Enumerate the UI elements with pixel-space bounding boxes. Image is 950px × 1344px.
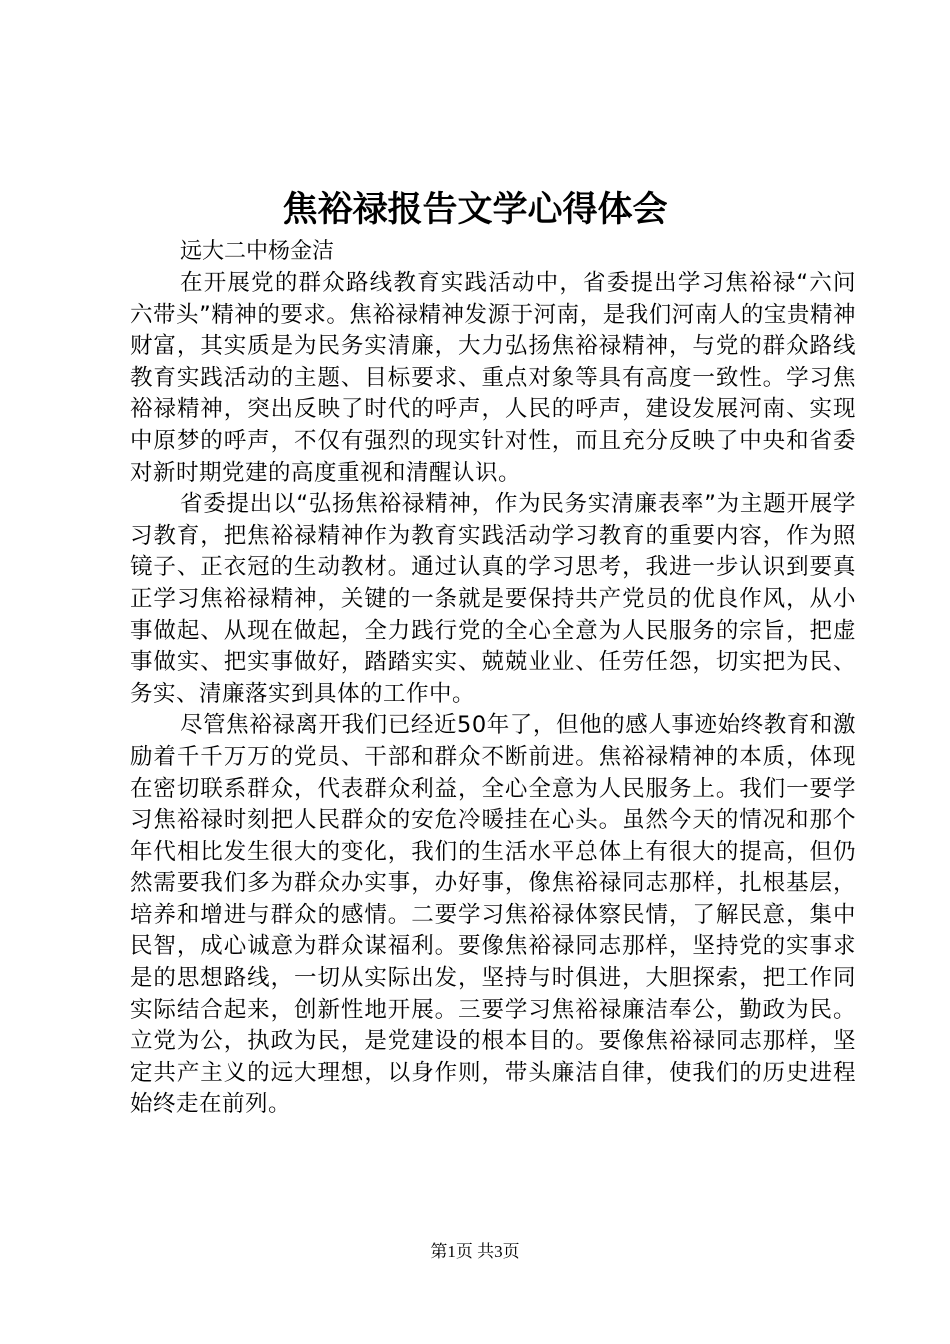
- page-number-footer: 第1页 共3页: [430, 1242, 520, 1261]
- author-line: 远大二中杨金洁: [180, 239, 335, 264]
- paragraph: 省委提出以“弘扬焦裕禄精神，作为民务实清廉表率”为主题开展学习教育，把焦裕禄精神作为教育实践活动学习教育的重要内容，作为照镜子、正衣冠的生动教材。通过认真的学习思考，我进一步认识到要真正学习焦裕禄精神，关键的一条就是要保持共产党员的优良作风，从小事做起、从现在做起，全力践行党的全心全意为人民服务的宗旨，把虚事做实、把实事做好，踏踏实实、兢兢业业、任劳任怨，切实把为民、务实、清廉落实到具体的工作中。: [130, 491, 856, 707]
- paragraph: 在开展党的群众路线教育实践活动中，省委提出学习焦裕禄“六问六带头”精神的要求。焦裕禄精神发源于河南，是我们河南人的宝贵精神财富，其实质是为民务实清廉，大力弘扬焦裕禄精神，与党的群众路线教育实践活动的主题、目标要求、重点对象等具有高度一致性。学习焦裕禄精神，突出反映了时代的呼声，人民的呼声，建设发展河南、实现中原梦的呼声，不仅有强烈的现实针对性，而且充分反映了中央和省委对新时期党建的高度重视和清醒认识。: [130, 270, 856, 486]
- document-body: [130, 268, 856, 1121]
- paragraph: 尽管焦裕禄离开我们已经近50年了，但他的感人事迹始终教育和激励着千千万万的党员、干部和群众不断前进。焦裕禄精神的本质，体现在密切联系群众，代表群众利益，全心全意为人民服务上。我们一要学习焦裕禄时刻把人民群众的安危冷暖挂在心头。虽然今天的情况和那个年代相比发生很大的变化，我们的生活水平总体上有很大的提高，但仍然需要我们多为群众办实事，办好事，像焦裕禄同志那样，扎根基层，培养和增进与群众的感情。二要学习焦裕禄体察民情，了解民意，集中民智，成心诚意为群众谋福利。要像焦裕禄同志那样，坚持党的实事求是的思想路线，一切从实际出发，坚持与时俱进，大胆探索，把工作同实际结合起来，创新性地开展。三要学习焦裕禄廉洁奉公，勤政为民。立党为公，执政为民，是党建设的根本目的。要像焦裕禄同志那样，坚定共产主义的远大理想，以身作则，带头廉洁自律，使我们的历史进程始终走在前列。: [130, 712, 856, 1118]
- document-title: 焦裕禄报告文学心得体会: [282, 189, 668, 230]
